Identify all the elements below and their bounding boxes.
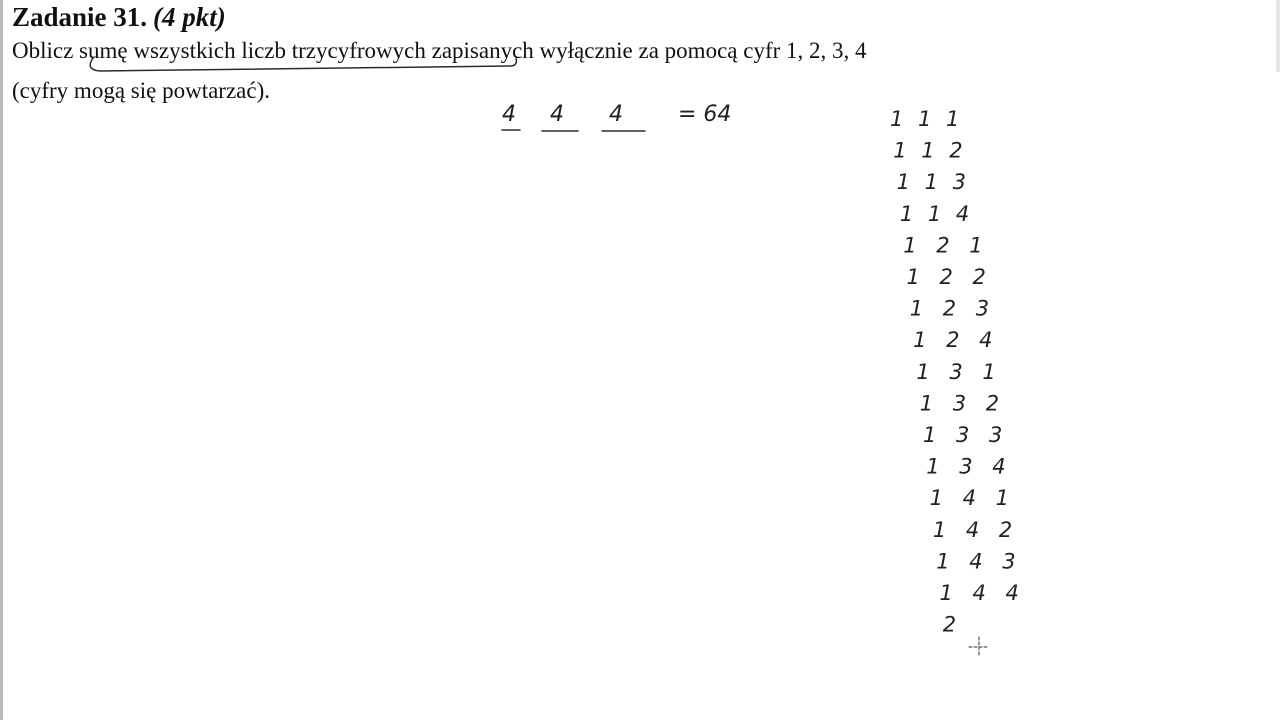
list-digit-r4-c3: 4 — [955, 201, 970, 226]
list-digit-r11-c3: 3 — [989, 423, 1003, 447]
list-digit-r2-c2: 1 — [921, 138, 935, 163]
list-digit-r5-c2: 2 — [936, 233, 950, 258]
list-digit-r4-c2: 1 — [927, 201, 942, 226]
list-digit-r7-c3: 3 — [975, 296, 990, 321]
list-digit-r3-c1: 1 — [896, 170, 910, 195]
count-digit-3: 4 — [609, 102, 623, 127]
list-digit-r14-c2: 4 — [965, 517, 980, 542]
list-digit-r16-c1: 1 — [939, 581, 953, 605]
list-digit-r2-c3: 2 — [949, 138, 963, 163]
list-digit-r10-c1: 1 — [919, 391, 934, 416]
list-digit-r12-c2: 3 — [959, 454, 973, 479]
list-digit-r16-c2: 4 — [972, 581, 986, 605]
task-title — [12, 2, 226, 33]
list-digit-r14-c3: 2 — [998, 517, 1013, 542]
list-digit-r11-c2: 3 — [956, 423, 970, 447]
list-digit-r15-c2: 4 — [969, 549, 983, 574]
list-digit-r15-c1: 1 — [936, 549, 950, 574]
list-digit-r13-c1: 1 — [929, 486, 943, 511]
list-digit-r4-c1: 1 — [899, 201, 914, 226]
page-right-edge — [1276, 0, 1280, 72]
list-digit-r10-c3: 2 — [985, 391, 1000, 416]
list-digit-r6-c2: 2 — [939, 265, 953, 289]
crosshair-cursor-icon — [969, 637, 989, 657]
list-digit-r3-c3: 3 — [952, 170, 966, 195]
list-digit-r7-c2: 2 — [942, 296, 957, 321]
list-digit-r8-c2: 2 — [946, 328, 960, 353]
list-digit-r6-c3: 2 — [972, 265, 986, 289]
enumerated-numbers-list — [890, 107, 1019, 637]
list-digit-r2-c1: 1 — [893, 138, 907, 163]
list-digit-r8-c3: 4 — [979, 328, 993, 353]
list-digit-r14-c1: 1 — [932, 517, 947, 542]
list-digit-r3-c2: 1 — [924, 170, 938, 195]
list-digit-r1-c1: 1 — [890, 107, 904, 131]
list-digit-r11-c1: 1 — [923, 423, 937, 447]
page-left-border — [0, 0, 3, 720]
list-digit-r13-c2: 4 — [962, 486, 976, 511]
list-digit-r9-c1: 1 — [916, 359, 930, 384]
list-digit-r5-c1: 1 — [903, 233, 917, 258]
list-digit-r17-c1: 2 — [942, 612, 957, 637]
list-digit-r8-c1: 1 — [913, 328, 927, 353]
task-number: Zadanie 31. — [12, 2, 148, 32]
list-digit-r16-c3: 4 — [1005, 581, 1019, 605]
list-digit-r9-c3: 1 — [982, 359, 996, 384]
count-digit-2: 4 — [550, 102, 564, 127]
list-digit-r5-c3: 1 — [969, 233, 983, 258]
count-result: = 64 — [678, 102, 732, 127]
list-digit-r1-c3: 1 — [946, 107, 960, 131]
list-digit-r7-c1: 1 — [909, 296, 924, 321]
list-digit-r15-c3: 3 — [1002, 549, 1016, 574]
list-digit-r13-c3: 1 — [995, 486, 1009, 511]
list-digit-r10-c2: 3 — [952, 391, 967, 416]
count-digit-1: 4 — [502, 102, 516, 127]
list-digit-r6-c1: 1 — [906, 265, 920, 289]
list-digit-r9-c2: 3 — [949, 359, 963, 384]
list-digit-r1-c2: 1 — [918, 107, 932, 131]
task-points: (4 pkt) — [153, 2, 226, 32]
count-digits — [502, 102, 731, 131]
task-text-line-2: (cyfry mogą się powtarzać). — [12, 78, 270, 103]
list-digit-r12-c3: 4 — [992, 454, 1006, 479]
task-text-line-1: Oblicz sumę wszystkich liczb trzycyfrowych zapisanych wyłącznie za pomocą cyfr 1, 2, 3, 4 — [12, 38, 867, 63]
list-digit-r12-c1: 1 — [926, 454, 940, 479]
